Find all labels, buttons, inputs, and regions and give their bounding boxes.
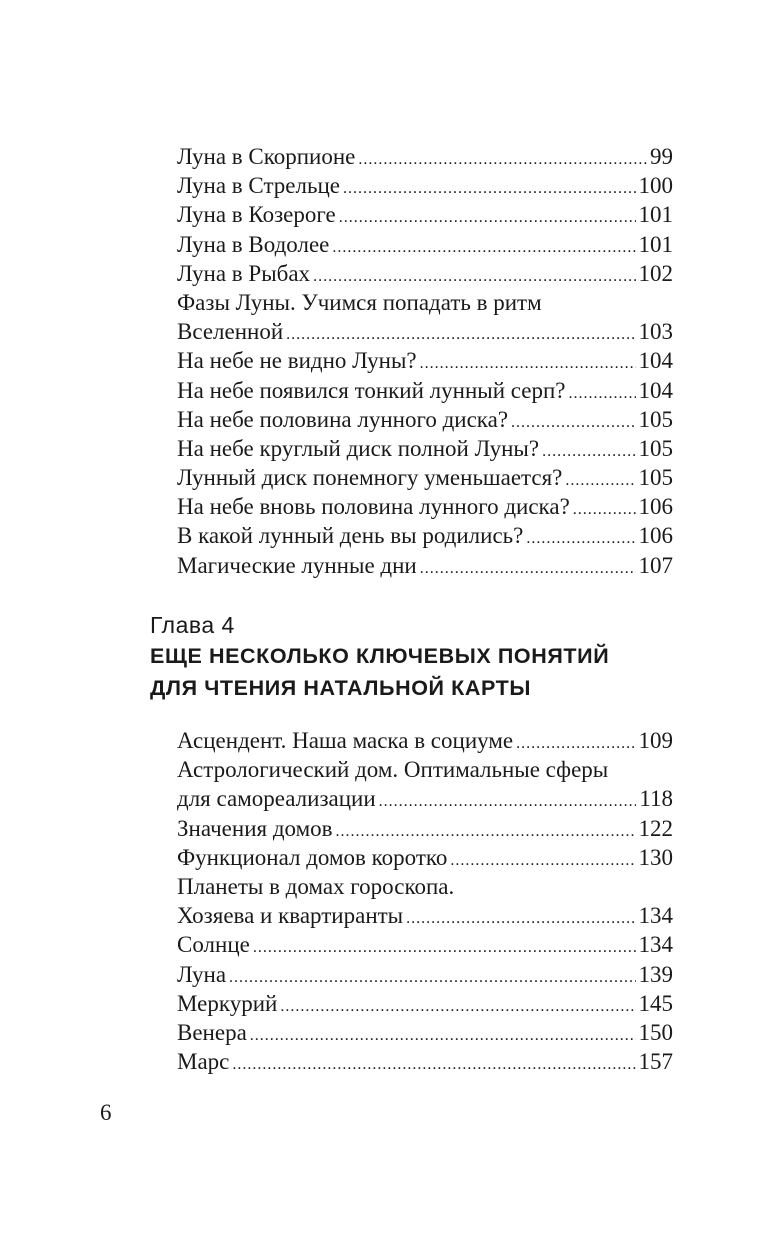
toc-entry-continued[interactable] [177,872,673,901]
toc-entry-page: 145 [638,990,673,1016]
toc-leader-dots [336,817,636,846]
toc-entry[interactable] [177,1047,673,1076]
toc-entry-title: Луна в Водолее [177,231,330,257]
toc-entry[interactable] [177,405,673,434]
toc-entry[interactable] [177,463,673,492]
toc-entry-title: На небе круглый диск полной Луны? [177,435,540,461]
toc-entry-title: Хозяева и квартиранты [177,903,404,929]
toc-entry-page: 99 [650,144,673,169]
toc-leader-dots [526,524,635,553]
toc-entry-page: 105 [638,406,673,432]
toc-leader-dots [253,933,636,962]
toc-leader-dots [516,729,635,758]
chapter-title-line-1: ЕЩЕ НЕСКОЛЬКО КЛЮЧЕВЫХ ПОНЯТИЙ [150,644,610,668]
toc-entry[interactable] [177,551,673,580]
toc-entry-title: Вселенной [177,319,284,345]
toc-leader-dots [511,408,635,437]
toc-entry-page: 104 [638,377,673,403]
toc-entry[interactable] [177,521,673,550]
toc-entry[interactable] [177,434,673,463]
toc-leader-dots [313,262,635,291]
toc-leader-dots [232,1050,635,1079]
toc-entry[interactable] [177,376,673,405]
toc-entry-title: Значения домов [177,815,333,841]
toc-entry[interactable] [177,171,673,200]
toc-entry-title: В какой лунный день вы родились? [177,523,524,549]
toc-entry-title: Солнце [177,932,250,958]
toc-entry-title: На небе не видно Луны? [177,348,417,374]
toc-entry-title: Луна [177,961,227,987]
toc-entry[interactable] [177,960,673,989]
toc-entry-title: Асцендент. Наша маска в социуме [177,728,514,753]
toc-entry-page: 157 [638,1049,673,1075]
toc-entry-title: Венера [177,1019,247,1045]
toc-entry-title: Луна в Рыбах [177,260,311,286]
toc-list-bottom [177,726,673,1076]
page-number: 6 [100,1100,112,1125]
toc-entry-page: 139 [638,961,673,987]
toc-entry[interactable] [177,259,673,288]
toc-leader-dots [406,904,635,933]
toc-entry-title: Луна в Козероге [177,202,336,228]
toc-entry[interactable] [177,784,673,813]
toc-leader-dots [250,1021,636,1050]
toc-entry[interactable] [177,200,673,229]
toc-entry-title: Марс [177,1049,230,1075]
toc-entry[interactable] [177,346,673,375]
toc-leader-dots [573,495,636,524]
toc-leader-dots [358,145,647,174]
toc-entry-continued[interactable] [177,288,673,317]
toc-leader-dots [420,349,636,378]
toc-leader-dots [280,992,635,1021]
toc-entry-page: 134 [638,903,673,929]
toc-leader-dots [420,554,636,583]
toc-entry[interactable] [177,492,673,521]
chapter-label: Глава 4 [150,612,235,638]
toc-leader-dots [569,379,636,408]
toc-entry[interactable] [177,901,673,930]
toc-entry-page: 103 [638,319,673,345]
toc-leader-dots [339,203,636,232]
toc-entry-title: На небе вновь половина лунного диска? [177,494,570,520]
toc-entry-page: 101 [638,231,673,257]
toc-entry-title: Лунный диск понемногу уменьшается? [177,465,563,491]
toc-entry-page: 130 [638,844,673,870]
toc-entry-page: 107 [638,552,673,578]
toc-entry-title: Меркурий [177,990,278,1016]
toc-entry-title: Луна в Стрельце [177,173,340,199]
toc-entry[interactable] [177,843,673,872]
toc-entry-page: 122 [638,815,673,841]
toc-entry-page: 100 [638,173,673,199]
toc-list-top [177,142,673,580]
toc-entry-title: для самореализации [177,786,376,812]
toc-entry-page: 118 [639,786,673,812]
toc-leader-dots [343,174,636,203]
toc-entry-title: Магические лунные дни [177,552,417,578]
toc-entry[interactable] [177,989,673,1018]
chapter-title-line-2: ДЛЯ ЧТЕНИЯ НАТАЛЬНОЙ КАРТЫ [150,676,532,700]
toc-entry-title: На небе появился тонкий лунный серп? [177,377,566,403]
toc-entry-title: Фазы Луны. Учимся попадать в ритм [177,289,542,315]
toc-entry-page: 109 [638,728,673,753]
toc-entry-page: 106 [638,523,673,549]
toc-entry-continued[interactable] [177,755,673,784]
toc-entry[interactable] [177,317,673,346]
toc-entry-title: Планеты в домах гороскопа. [177,873,455,899]
toc-leader-dots [379,787,637,816]
toc-entry-title: Астрологический дом. Оптимальные сферы [177,757,609,783]
toc-entry-title: Луна в Скорпионе [177,144,356,169]
toc-leader-dots [542,437,635,466]
toc-entry[interactable] [177,726,673,755]
toc-leader-dots [332,233,635,262]
toc-entry[interactable] [177,230,673,259]
toc-entry-page: 134 [638,932,673,958]
toc-entry-page: 101 [638,202,673,228]
toc-entry[interactable] [177,814,673,843]
toc-leader-dots [229,963,635,992]
toc-entry-page: 102 [638,260,673,286]
toc-entry-title: Функционал домов коротко [177,844,448,870]
toc-entry-page: 105 [638,435,673,461]
toc-leader-dots [286,320,635,349]
toc-entry-page: 104 [638,348,673,374]
toc-entry[interactable] [177,1018,673,1047]
toc-entry-page: 105 [638,465,673,491]
toc-leader-dots [565,466,635,495]
toc-entry-page: 150 [638,1019,673,1045]
chapter-heading [150,610,710,704]
toc-entry-title: На небе половина лунного диска? [177,406,509,432]
toc-entry[interactable] [177,142,673,171]
toc-leader-dots [450,846,635,875]
toc-entry[interactable] [177,930,673,959]
toc-entry-page: 106 [638,494,673,520]
